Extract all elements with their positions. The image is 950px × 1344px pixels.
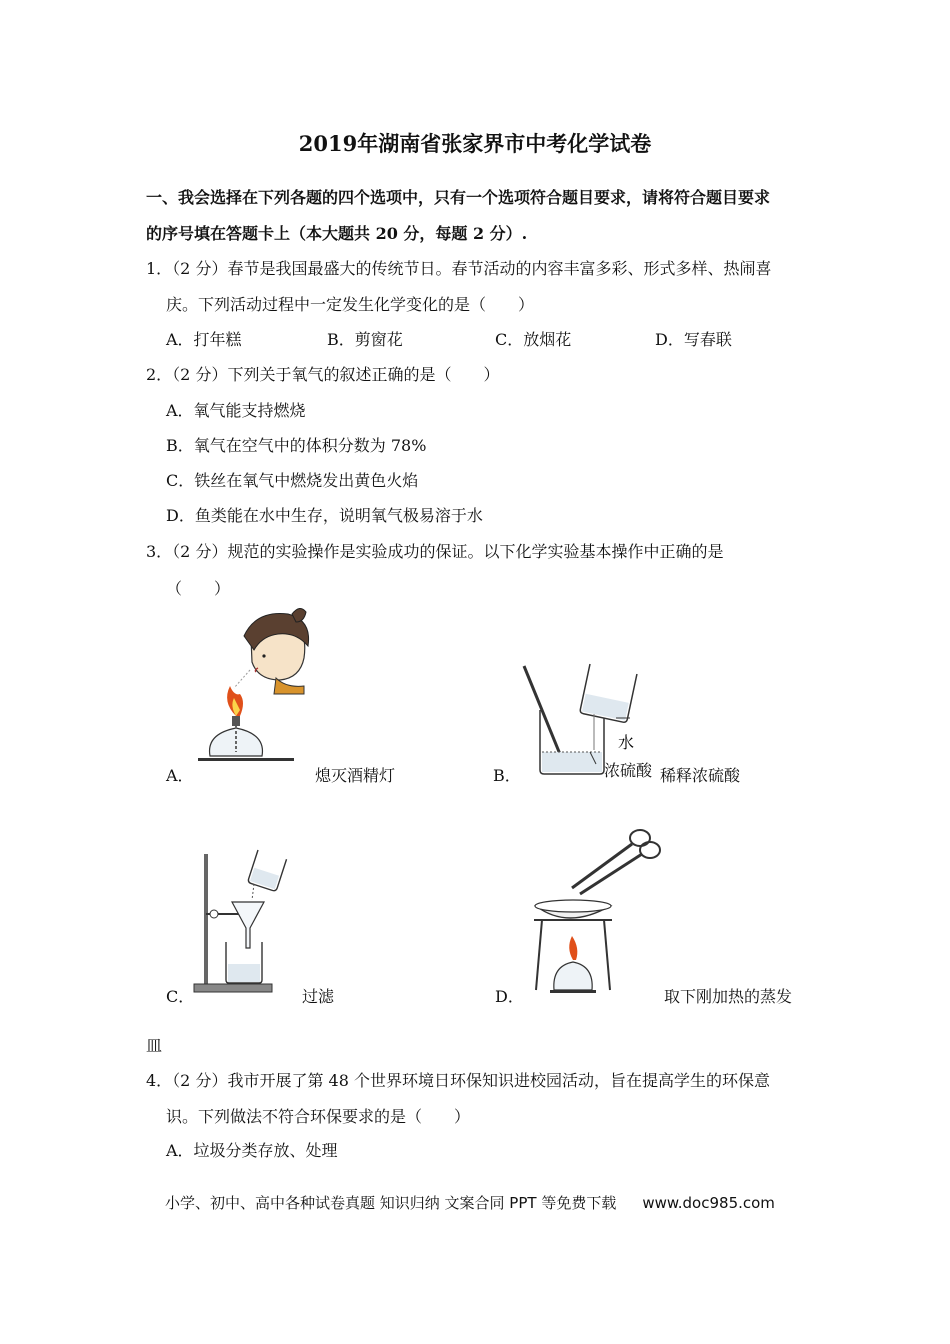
q3-option-c-text: 过滤 xyxy=(302,987,335,1006)
page-footer xyxy=(165,1192,775,1213)
q3-option-d-letter: D． xyxy=(495,987,524,1006)
figure-label-water: 水 xyxy=(618,733,635,752)
q1-option-c: C．放烟花 xyxy=(495,330,572,349)
figure-alcohol-lamp xyxy=(196,606,316,776)
footer-url[interactable]: www.doc985.com xyxy=(642,1194,775,1212)
q4-stem-line2: 识。下列做法不符合环保要求的是（ ） xyxy=(166,1107,471,1126)
q4-option-a: A．垃圾分类存放、处理 xyxy=(166,1141,338,1160)
footer-text: 小学、初中、高中各种试卷真题 知识归纳 文案合同 PPT 等免费下载 xyxy=(165,1194,617,1212)
page-title: 2019年湖南省张家界市中考化学试卷 xyxy=(298,131,652,156)
q2-stem: 2．（2 分）下列关于氧气的叙述正确的是（ ） xyxy=(146,365,500,384)
q3-stem-line2: （ ） xyxy=(166,579,231,598)
section-instruction-line2: 的序号填在答题卡上（本大题共 20 分，每题 2 分）. xyxy=(146,224,528,243)
q2-option-a: A．氧气能支持燃烧 xyxy=(166,401,306,420)
q3-option-c-letter: C． xyxy=(166,987,195,1006)
q4-stem-line1: 4．（2 分）我市开展了第 48 个世界环境日环保知识进校园活动，旨在提高学生的环保意 xyxy=(146,1071,770,1090)
q2-option-c: C．铁丝在氧气中燃烧发出黄色火焰 xyxy=(166,471,419,490)
q3-option-d-wrap: 皿 xyxy=(146,1036,163,1055)
figure-evaporating-dish xyxy=(528,820,668,1000)
q3-option-b-letter: B． xyxy=(493,766,521,785)
figure-filtration xyxy=(192,848,282,998)
q3-option-d-text: 取下刚加热的蒸发 xyxy=(664,987,793,1006)
q2-option-d: D．鱼类能在水中生存，说明氧气极易溶于水 xyxy=(166,506,483,525)
q1-option-b: B．剪窗花 xyxy=(327,330,403,349)
q1-stem-line1: 1．（2 分）春节是我国最盛大的传统节日。春节活动的内容丰富多彩、形式多样、热闹喜 xyxy=(146,259,772,278)
q1-option-a: A．打年糕 xyxy=(166,330,242,349)
q1-option-d: D．写春联 xyxy=(655,330,732,349)
crucible-tongs-icon xyxy=(572,830,660,894)
q3-stem-line1: 3．（2 分）规范的实验操作是实验成功的保证。以下化学实验基本操作中正确的是 xyxy=(146,542,724,561)
q2-option-b: B．氧气在空气中的体积分数为 78% xyxy=(166,436,427,455)
q3-option-b-text: 稀释浓硫酸 xyxy=(660,766,741,785)
q3-option-a-letter: A． xyxy=(166,766,194,785)
child-face-icon xyxy=(244,608,309,694)
section-instruction-line1: 一、我会选择在下列各题的四个选项中，只有一个选项符合题目要求，请将符合题目要求 xyxy=(146,188,771,207)
figure-label-concentrated-acid: 浓硫酸 xyxy=(604,761,653,780)
q3-option-a-text: 熄灭酒精灯 xyxy=(315,766,396,785)
q1-stem-line2: 庆。下列活动过程中一定发生化学变化的是（ ） xyxy=(166,295,535,314)
